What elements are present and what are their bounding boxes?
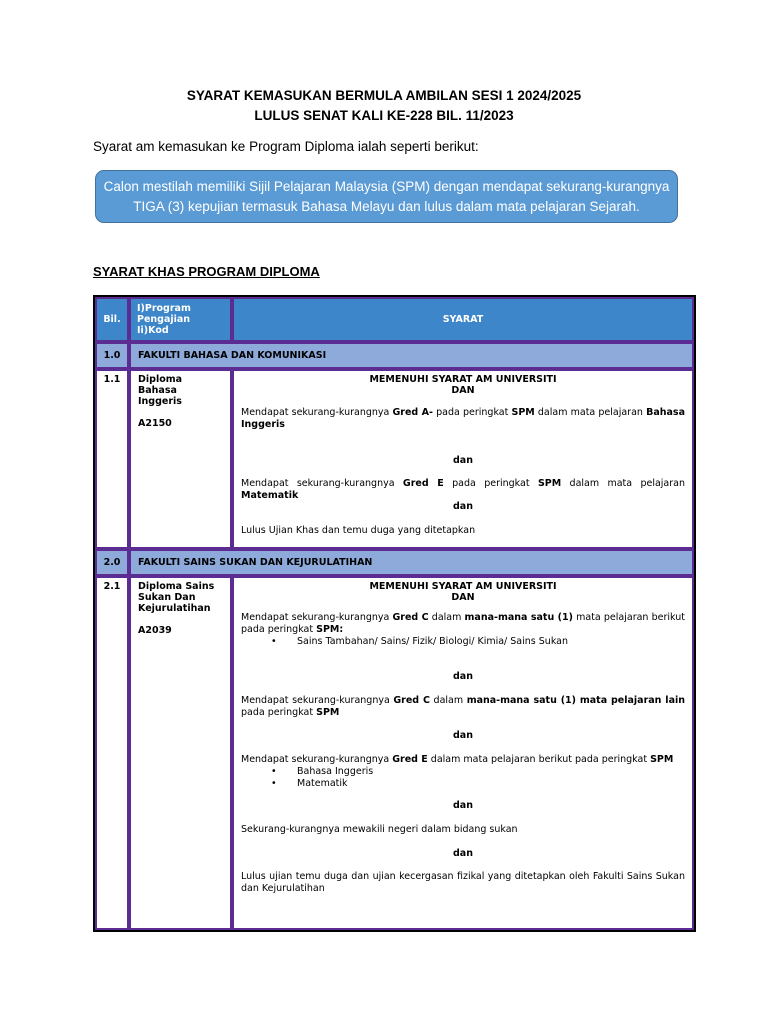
- header-syarat: [232, 297, 694, 342]
- connector-dan: dan: [453, 800, 473, 811]
- header-program-line: I)Program: [137, 303, 191, 314]
- bullet-dot-icon: •: [271, 778, 277, 789]
- requirement-text: Lulus Ujian Khas dan temu duga yang ditetapkan: [241, 525, 476, 536]
- row-number-label: 2.1: [103, 581, 121, 592]
- bullet-text: Sains Tambahan/ Sains/ Fizik/ Biologi/ Kimia/ Sains Sukan: [297, 636, 568, 647]
- intro-text: Syarat am kemasukan ke Program Diploma ialah seperti berikut:: [93, 139, 479, 154]
- requirement-text: Mendapat sekurang-kurangnya Gred C dalam mana-mana satu (1) mata pelajaran berikut pada peringkat SPM:: [241, 612, 685, 635]
- requirement-heading-dan: DAN: [451, 592, 475, 603]
- program-name: Diploma Sains: [138, 581, 215, 592]
- connector-dan: dan: [453, 455, 473, 466]
- document-title: SYARAT KEMASUKAN BERMULA AMBILAN SESI 1 2024/2025: [186, 88, 582, 103]
- faculty-name-label: FAKULTI BAHASA DAN KOMUNIKASI: [138, 350, 327, 361]
- bullet-dot-icon: •: [271, 766, 277, 777]
- connector-dan: dan: [453, 671, 473, 682]
- callout-line-1: Calon mestilah memiliki Sijil Pelajaran Malaysia (SPM) dengan mendapat sekurang-kurangnya: [103, 179, 670, 194]
- requirement-heading-dan: DAN: [451, 385, 475, 396]
- connector-dan: dan: [453, 730, 473, 741]
- requirement-cell: [232, 369, 694, 549]
- faculty-number-label: 1.0: [103, 350, 121, 361]
- faculty-number-label: 2.0: [103, 557, 121, 568]
- requirement-text: Lulus ujian temu duga dan ujian kecergasan fizikal yang ditetapkan oleh Fakulti Sains Sukan dan Kejurulatihan: [241, 871, 685, 894]
- faculty-name-label: FAKULTI SAINS SUKAN DAN KEJURULATIHAN: [138, 557, 373, 568]
- bullet-text: Matematik: [297, 778, 348, 789]
- row-number: [95, 576, 129, 930]
- header-bil: [95, 297, 129, 342]
- bullet-dot-icon: •: [271, 636, 277, 647]
- program-cell: [129, 369, 232, 549]
- requirement-text: Mendapat sekurang-kurangnya Gred C dalam mana-mana satu (1) mata pelajaran lain pada peringkat SPM: [241, 695, 685, 718]
- program-name: Kejurulatihan: [138, 603, 211, 614]
- document-subtitle: LULUS SENAT KALI KE-228 BIL. 11/2023: [254, 108, 514, 123]
- header-program-line: Ii)Kod: [137, 325, 169, 336]
- requirement-heading: MEMENUHI SYARAT AM UNIVERSITI: [369, 581, 557, 592]
- header-syarat-label: SYARAT: [442, 314, 484, 325]
- faculty-name: [129, 342, 694, 369]
- section-heading: SYARAT KHAS PROGRAM DIPLOMA: [93, 264, 320, 279]
- requirement-text: Mendapat sekurang-kurangnya Gred E pada peringkat SPM dalam mata pelajaran Matematik: [241, 478, 686, 501]
- faculty-name: [129, 549, 694, 576]
- callout-line-2: TIGA (3) kepujian termasuk Bahasa Melayu dan lulus dalam mata pelajaran Sejarah.: [133, 199, 640, 214]
- row-number-label: 1.1: [103, 374, 121, 385]
- header-program: [129, 297, 232, 342]
- general-requirement-callout: [95, 170, 678, 223]
- program-name: Sukan Dan: [138, 592, 196, 603]
- requirement-text: Mendapat sekurang-kurangnya Gred A- pada peringkat SPM dalam mata pelajaran Bahasa Inggeris: [241, 407, 685, 430]
- faculty-number: [95, 549, 129, 576]
- bullet-text: Bahasa Inggeris: [297, 766, 374, 777]
- row-number: [95, 369, 129, 549]
- connector-dan: dan: [453, 848, 473, 859]
- faculty-number: [95, 342, 129, 369]
- requirement-text: Sekurang-kurangnya mewakili negeri dalam bidang sukan: [241, 824, 518, 835]
- connector-dan: dan: [453, 501, 473, 512]
- requirements-table: [93, 295, 696, 932]
- requirement-heading: MEMENUHI SYARAT AM UNIVERSITI: [369, 374, 557, 385]
- program-cell: [129, 576, 232, 930]
- program-code: A2150: [138, 418, 172, 429]
- requirement-text: Mendapat sekurang-kurangnya Gred E dalam mata pelajaran berikut pada peringkat SPM: [241, 754, 674, 765]
- program-name: Inggeris: [138, 396, 182, 407]
- header-program-line: Pengajian: [137, 314, 191, 325]
- program-name: Diploma Bahasa: [138, 374, 183, 396]
- requirement-cell: [232, 576, 694, 930]
- header-bil-label: Bil.: [103, 314, 121, 325]
- program-code: A2039: [138, 625, 172, 636]
